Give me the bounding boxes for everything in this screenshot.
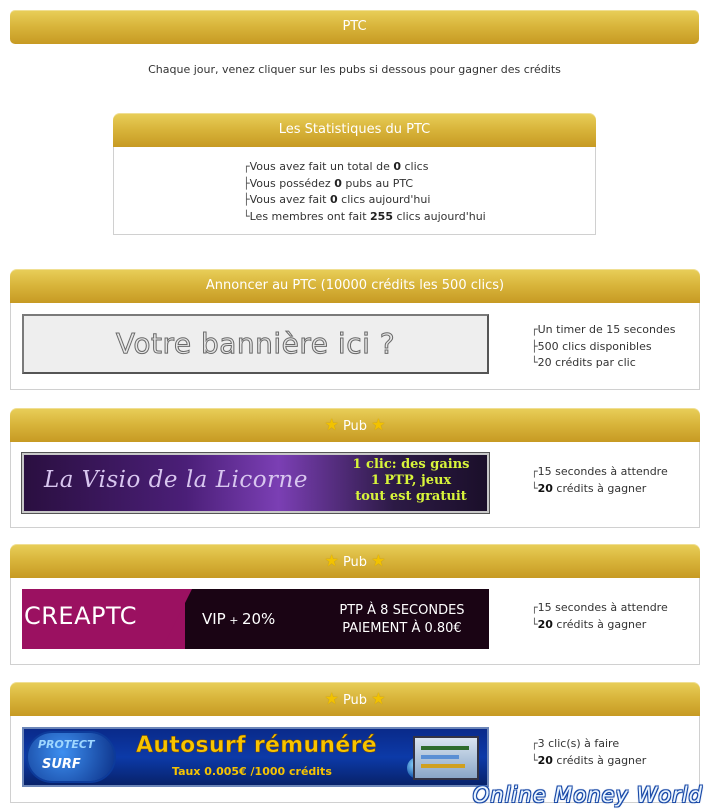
info-line	[531, 322, 676, 339]
info-credits: 20	[537, 753, 553, 767]
pub-header	[10, 408, 700, 442]
stats-header	[113, 113, 596, 147]
stats-value-members-clicks: 255	[370, 209, 393, 223]
stats-list	[243, 159, 486, 225]
stats-text: Vous avez fait	[249, 193, 330, 206]
pub-info	[531, 464, 668, 497]
page-title	[10, 10, 699, 44]
info-line	[531, 617, 668, 634]
info-text: 3 clic(s) à faire	[537, 737, 620, 750]
tree-glyph: ┌	[531, 465, 538, 478]
stats-value-ads-owned: 0	[334, 176, 342, 190]
advertise-panel	[10, 303, 700, 390]
info-text: 500 clics disponibles	[537, 339, 652, 353]
stats-value-total-clicks: 0	[393, 160, 401, 173]
stats-text: Les membres ont fait	[249, 209, 371, 223]
stats-line	[243, 159, 486, 176]
info-text: 20 crédits par clic	[537, 356, 636, 369]
info-line	[531, 464, 668, 481]
tree-glyph: ├	[531, 339, 538, 353]
star-icon: ★	[371, 689, 386, 708]
tree-glyph: ┌	[531, 323, 538, 336]
monitor-icon	[413, 736, 479, 780]
info-line	[531, 481, 668, 498]
tree-glyph: ├	[243, 176, 250, 190]
stats-line	[243, 176, 486, 193]
pub-header	[10, 544, 700, 578]
logo-text: PROTECT	[38, 738, 95, 751]
tree-glyph: ┌	[531, 737, 538, 750]
tree-glyph: ┌	[243, 160, 250, 173]
tree-glyph: ┌	[531, 601, 538, 614]
info-text: Un timer de 15 secondes	[537, 323, 676, 336]
creaptc-vip-pct: 20%	[241, 610, 276, 628]
creaptc-banner[interactable]	[22, 589, 489, 649]
info-text: 15 secondes à attendre	[537, 465, 668, 478]
tree-glyph: └	[243, 209, 250, 223]
stats-panel	[113, 147, 596, 235]
star-icon: ★	[371, 551, 386, 570]
stats-text: clics aujourd'hui	[392, 209, 486, 223]
tree-glyph: ├	[243, 193, 250, 206]
stats-text: clics	[401, 160, 429, 173]
tree-glyph: └	[531, 356, 538, 369]
stats-text: Vous possédez	[249, 176, 335, 190]
creaptc-ptp-line: PTP À 8 SECONDES	[339, 603, 465, 618]
protect-surf-logo	[28, 733, 114, 781]
pub-title: Pub	[342, 555, 368, 570]
info-line	[531, 736, 646, 753]
autosurf-title: Autosurf rémunéré	[136, 733, 377, 758]
pub-panel	[10, 442, 700, 528]
logo-text: SURF	[42, 757, 81, 772]
creaptc-vip-plus: +	[225, 614, 242, 627]
info-credits: 20	[537, 617, 553, 631]
page-title-text: PTC	[342, 19, 367, 34]
advertise-info	[531, 322, 676, 372]
autosurf-rate: Taux 0.005€ /1000 crédits	[172, 765, 332, 778]
pub-info	[531, 600, 668, 633]
star-icon: ★	[324, 689, 339, 708]
pub-panel	[10, 578, 700, 665]
stats-text: pubs au PTC	[341, 176, 414, 190]
autosurf-banner[interactable]	[22, 727, 489, 787]
licorne-banner[interactable]	[22, 453, 489, 513]
licorne-banner-line: 1 clic: des gains	[352, 457, 470, 472]
advertise-title: Annoncer au PTC (10000 crédits les 500 clics)	[205, 278, 505, 293]
info-text: crédits à gagner	[552, 753, 647, 767]
tree-glyph: └	[531, 617, 538, 631]
pub-title: Pub	[342, 693, 368, 708]
info-text: crédits à gagner	[552, 617, 647, 631]
intro-text: Chaque jour, venez cliquer sur les pubs si dessous pour gagner des crédits	[148, 63, 561, 76]
tree-glyph: └	[531, 753, 538, 767]
info-line	[531, 355, 676, 372]
watermark: Online Money World	[472, 783, 703, 807]
licorne-banner-line: tout est gratuit	[355, 489, 467, 504]
star-icon: ★	[371, 415, 386, 434]
advertise-banner[interactable]	[22, 314, 489, 374]
creaptc-brand: CREAPTC	[24, 602, 137, 630]
star-icon: ★	[324, 415, 339, 434]
advertise-banner-text: Votre bannière ici ?	[115, 327, 396, 360]
info-line	[531, 753, 646, 770]
advertise-header	[10, 269, 700, 303]
tree-glyph: └	[531, 481, 538, 495]
creaptc-ptp-line: PAIEMENT À 0.80€	[342, 621, 462, 636]
info-text: 15 secondes à attendre	[537, 601, 668, 614]
stats-line	[243, 209, 486, 226]
info-credits: 20	[537, 481, 553, 495]
stats-value-today-clicks: 0	[330, 193, 338, 206]
licorne-banner-script: La Visio de la Licorne	[44, 467, 308, 493]
stats-text: Vous avez fait un total de	[249, 160, 394, 173]
stats-text: clics aujourd'hui	[337, 193, 431, 206]
creaptc-vip-label: VIP	[202, 610, 226, 628]
pub-info	[531, 736, 646, 769]
stats-title: Les Statistiques du PTC	[278, 122, 431, 137]
creaptc-vip	[202, 610, 275, 628]
creaptc-ptp	[322, 602, 482, 638]
star-icon: ★	[324, 551, 339, 570]
info-line	[531, 339, 676, 356]
pub-header	[10, 682, 700, 716]
pub-title: Pub	[342, 419, 368, 434]
stats-line	[243, 192, 486, 209]
info-line	[531, 600, 668, 617]
licorne-banner-line: 1 PTP, jeux	[370, 473, 452, 488]
creaptc-banner-slant	[162, 589, 192, 649]
info-text: crédits à gagner	[552, 481, 647, 495]
